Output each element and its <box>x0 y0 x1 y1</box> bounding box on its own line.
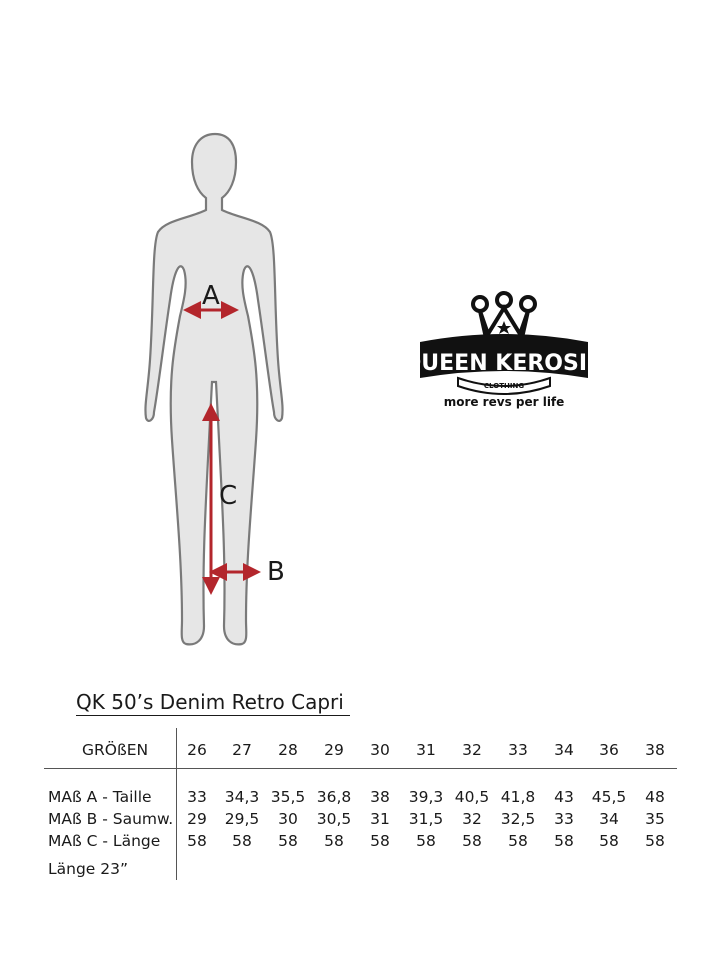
size-header-cell: 28 <box>278 741 298 759</box>
table-horizontal-divider <box>44 768 677 769</box>
size-header-cell: 38 <box>645 741 665 759</box>
table-cell: 58 <box>554 832 574 850</box>
table-cell: 58 <box>462 832 482 850</box>
table-cell: 58 <box>278 832 298 850</box>
size-header-cell: 31 <box>416 741 436 759</box>
table-cell: 58 <box>599 832 619 850</box>
table-cell: 33 <box>187 788 207 806</box>
table-cell: 58 <box>645 832 665 850</box>
row-label: MAß A - Taille <box>48 788 152 806</box>
size-header-cell: 27 <box>232 741 252 759</box>
label-b: B <box>267 557 285 587</box>
table-cell: 34 <box>599 810 619 828</box>
table-cell: 32 <box>462 810 482 828</box>
table-cell: 58 <box>232 832 252 850</box>
table-cell: 38 <box>370 788 390 806</box>
table-cell: 35,5 <box>270 788 306 806</box>
table-cell: 40,5 <box>454 788 490 806</box>
table-cell: 58 <box>508 832 528 850</box>
size-header-cell: 34 <box>554 741 574 759</box>
logo-tagline: more revs per life <box>443 395 565 409</box>
logo-brand-name: QUEEN KEROSIN <box>402 351 606 376</box>
table-cell: 33 <box>554 810 574 828</box>
table-cell: 58 <box>416 832 436 850</box>
header-label: GRÖßEN <box>82 741 149 759</box>
size-header-cell: 32 <box>462 741 482 759</box>
row-label: MAß C - Länge <box>48 832 161 850</box>
table-cell: 36,8 <box>316 788 352 806</box>
body-silhouette <box>145 134 282 644</box>
size-header-cell: 30 <box>370 741 390 759</box>
size-header-cell: 29 <box>324 741 344 759</box>
table-cell: 58 <box>324 832 344 850</box>
table-cell: 30 <box>278 810 298 828</box>
label-c: C <box>219 481 238 511</box>
size-header-cell: 26 <box>187 741 207 759</box>
footnote: Länge 23” <box>48 860 129 878</box>
table-cell: 29 <box>187 810 207 828</box>
page-title: QK 50’s Denim Retro Capri <box>76 690 350 716</box>
table-cell: 58 <box>187 832 207 850</box>
table-cell: 32,5 <box>500 810 536 828</box>
queen-kerosin-logo <box>402 290 606 412</box>
row-label: MAß B - Saumw. <box>48 810 174 828</box>
size-header-cell: 36 <box>599 741 619 759</box>
table-cell: 48 <box>645 788 665 806</box>
table-cell: 41,8 <box>500 788 536 806</box>
table-cell: 34,3 <box>224 788 260 806</box>
crown-icon <box>473 293 535 338</box>
logo-sub-label: CLOTHING <box>483 382 525 390</box>
table-cell: 31,5 <box>408 810 444 828</box>
table-cell: 45,5 <box>591 788 627 806</box>
table-cell: 31 <box>370 810 390 828</box>
table-cell: 35 <box>645 810 665 828</box>
table-cell: 29,5 <box>224 810 260 828</box>
table-cell: 58 <box>370 832 390 850</box>
table-cell: 43 <box>554 788 574 806</box>
label-a: A <box>202 281 220 311</box>
size-header-cell: 33 <box>508 741 528 759</box>
table-cell: 30,5 <box>316 810 352 828</box>
table-cell: 39,3 <box>408 788 444 806</box>
